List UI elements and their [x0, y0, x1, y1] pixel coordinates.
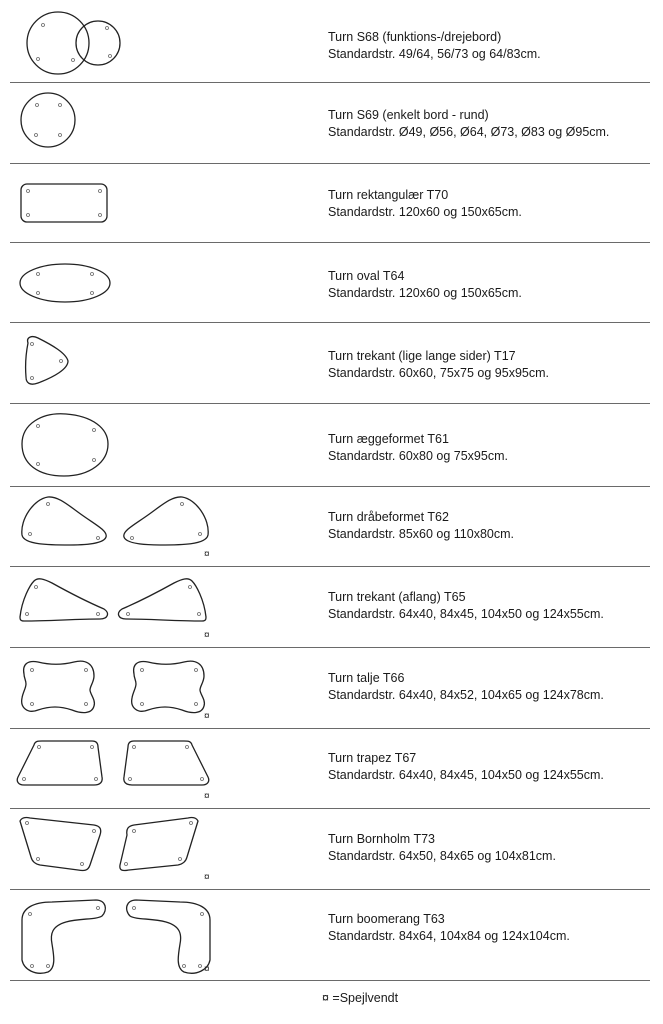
product-title: Turn trekant (lige lange sider) T17 — [328, 349, 516, 363]
product-title: Turn trapez T67 — [328, 751, 417, 765]
mirror-mark: ¤ — [204, 964, 210, 975]
table-row-t61 — [10, 404, 650, 487]
row-text — [328, 187, 522, 221]
row-text — [328, 431, 508, 465]
legend-note: ¤ =Spejlvendt — [322, 991, 399, 1005]
product-title: Turn talje T66 — [328, 671, 405, 685]
row-text — [328, 348, 549, 382]
product-title: Turn trekant (aflang) T65 — [328, 590, 466, 604]
table-row-s68 — [10, 0, 650, 83]
product-title: Turn æggeformet T61 — [328, 432, 449, 446]
product-sizes: Standardstr. Ø49, Ø56, Ø64, Ø73, Ø83 og Ø95cm. — [328, 125, 610, 139]
shape-boomerang-icon — [10, 890, 310, 980]
table-row-s69 — [10, 83, 650, 164]
shape-trapezoid-icon — [10, 729, 310, 808]
product-title: Turn S69 (enkelt bord - rund) — [328, 108, 489, 122]
mirror-mark: ¤ — [204, 711, 210, 722]
shape-circle-icon — [10, 83, 310, 163]
product-sizes: Standardstr. 84x64, 104x84 og 124x104cm. — [328, 929, 570, 943]
shape-egg-icon — [10, 404, 310, 486]
row-text — [328, 831, 556, 865]
row-text — [328, 750, 604, 784]
table-row-t65 — [10, 567, 650, 648]
product-title: Turn rektangulær T70 — [328, 188, 449, 202]
shape-triangle-rounded-icon — [10, 323, 310, 403]
product-sizes: Standardstr. 120x60 og 150x65cm. — [328, 205, 522, 219]
product-sizes: Standardstr. 60x80 og 75x95cm. — [328, 449, 508, 463]
row-text — [328, 29, 541, 63]
product-sizes: Standardstr. 64x40, 84x52, 104x65 og 124x78cm. — [328, 688, 604, 702]
mirror-mark: ¤ — [204, 630, 210, 641]
table-row-t66 — [10, 648, 650, 729]
product-sizes: Standardstr. 85x60 og 110x80cm. — [328, 527, 514, 541]
mirror-mark: ¤ — [204, 791, 210, 802]
shape-waist-icon — [10, 648, 310, 728]
table-row-t64 — [10, 243, 650, 323]
mirror-mark: ¤ — [204, 872, 210, 883]
table-row-t17 — [10, 323, 650, 404]
product-sizes: Standardstr. 49/64, 56/73 og 64/83cm. — [328, 47, 541, 61]
row-text — [328, 509, 514, 543]
table-row-t70 — [10, 164, 650, 243]
product-sizes: Standardstr. 120x60 og 150x65cm. — [328, 286, 522, 300]
row-text — [328, 107, 609, 141]
table-row-t62 — [10, 487, 650, 567]
product-sizes: Standardstr. 64x40, 84x45, 104x50 og 124x55cm. — [328, 768, 604, 782]
shape-teardrop-icon — [10, 487, 310, 566]
row-text — [328, 268, 522, 302]
table-row-t63 — [10, 890, 650, 981]
table-row-t67 — [10, 729, 650, 809]
product-title: Turn boomerang T63 — [328, 912, 445, 926]
product-sizes: Standardstr. 64x50, 84x65 og 104x81cm. — [328, 849, 556, 863]
row-text — [328, 670, 604, 704]
product-title: Turn oval T64 — [328, 269, 405, 283]
mirror-mark: ¤ — [204, 549, 210, 560]
row-text — [328, 911, 570, 945]
shape-oval-icon — [10, 243, 310, 322]
shape-overlapping-circles-icon — [10, 0, 310, 82]
product-title: Turn Bornholm T73 — [328, 832, 435, 846]
shape-rectangle-icon — [10, 164, 310, 242]
product-title: Turn S68 (funktions-/drejebord) — [328, 30, 502, 44]
shape-bornholm-icon — [10, 809, 310, 889]
product-sizes: Standardstr. 64x40, 84x45, 104x50 og 124x55cm. — [328, 607, 604, 621]
row-text — [328, 589, 604, 623]
shape-elongated-triangle-icon — [10, 567, 310, 647]
product-title: Turn dråbeformet T62 — [328, 510, 449, 524]
product-sizes: Standardstr. 60x60, 75x75 og 95x95cm. — [328, 366, 549, 380]
table-row-t73 — [10, 809, 650, 890]
